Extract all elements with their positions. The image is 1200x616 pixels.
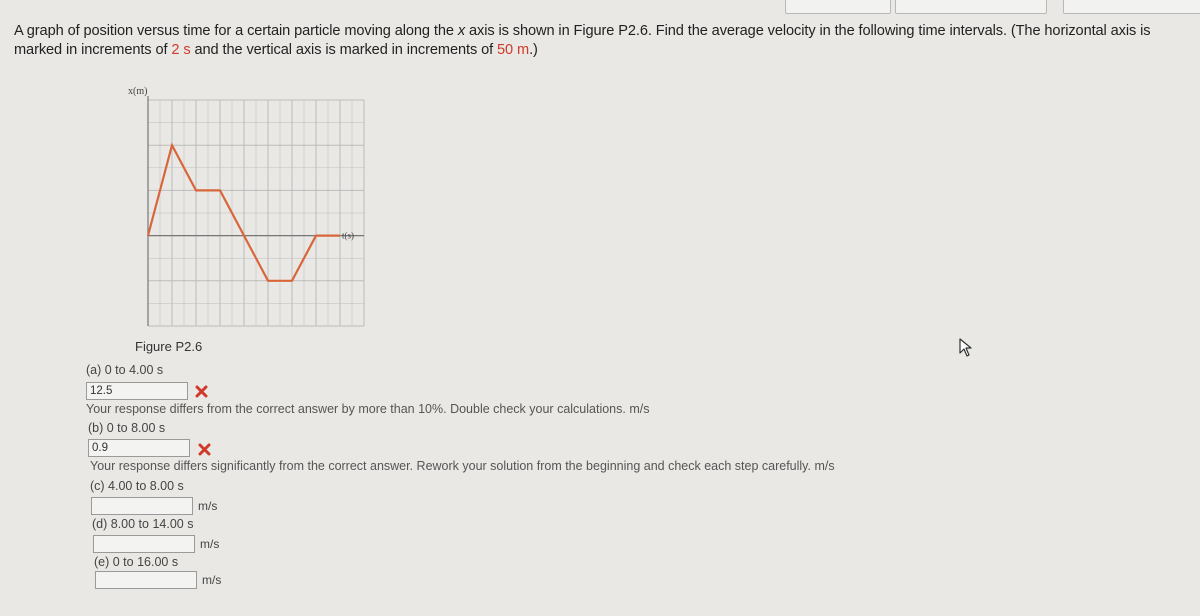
part-c-answer-input[interactable] <box>91 497 193 515</box>
y-axis-label: x(m) <box>128 86 148 97</box>
part-e-unit: m/s <box>202 573 222 587</box>
part-d-unit: m/s <box>200 537 220 551</box>
graph-grid <box>148 100 364 326</box>
top-bar-box-1[interactable] <box>785 0 891 14</box>
figure-caption: Figure P2.6 <box>135 339 203 354</box>
part-b-feedback: Your response differs significantly from the correct answer. Rework your solution from the beginning and check each step carefully. m/s <box>90 459 835 473</box>
part-a-label: (a) 0 to 4.00 s <box>86 363 164 377</box>
part-d-label: (d) 8.00 to 14.00 s <box>92 517 194 531</box>
part-c-label: (c) 4.00 to 8.00 s <box>90 479 184 493</box>
part-d-answer-input[interactable] <box>93 535 195 553</box>
part-a-answer-input[interactable]: 12.5 <box>86 382 188 400</box>
problem-statement: A graph of position versus time for a certain particle moving along the x axis is shown in Figure P2.6. Find the average velocity in the following time intervals. (The horizontal axis is marked in increments of 2 s and the vertical axis is marked in increments of 50 m.) <box>14 23 1151 58</box>
incorrect-icon <box>198 443 211 456</box>
part-b-answer-input[interactable]: 0.9 <box>88 439 190 457</box>
top-bar-box-3[interactable] <box>1063 0 1200 14</box>
figure-p2-6 <box>120 82 380 332</box>
incorrect-icon <box>195 385 208 398</box>
top-bar-box-2[interactable] <box>895 0 1047 14</box>
position-time-graph <box>120 82 380 332</box>
part-e-label: (e) 0 to 16.00 s <box>94 555 179 569</box>
x-axis-label: t(s) <box>342 230 354 241</box>
part-c-unit: m/s <box>198 499 218 513</box>
part-e-answer-input[interactable] <box>95 571 197 589</box>
part-a-feedback: Your response differs from the correct answer by more than 10%. Double check your calculations. m/s <box>86 402 650 416</box>
part-b-label: (b) 0 to 8.00 s <box>88 421 166 435</box>
mouse-cursor-icon <box>958 338 974 358</box>
